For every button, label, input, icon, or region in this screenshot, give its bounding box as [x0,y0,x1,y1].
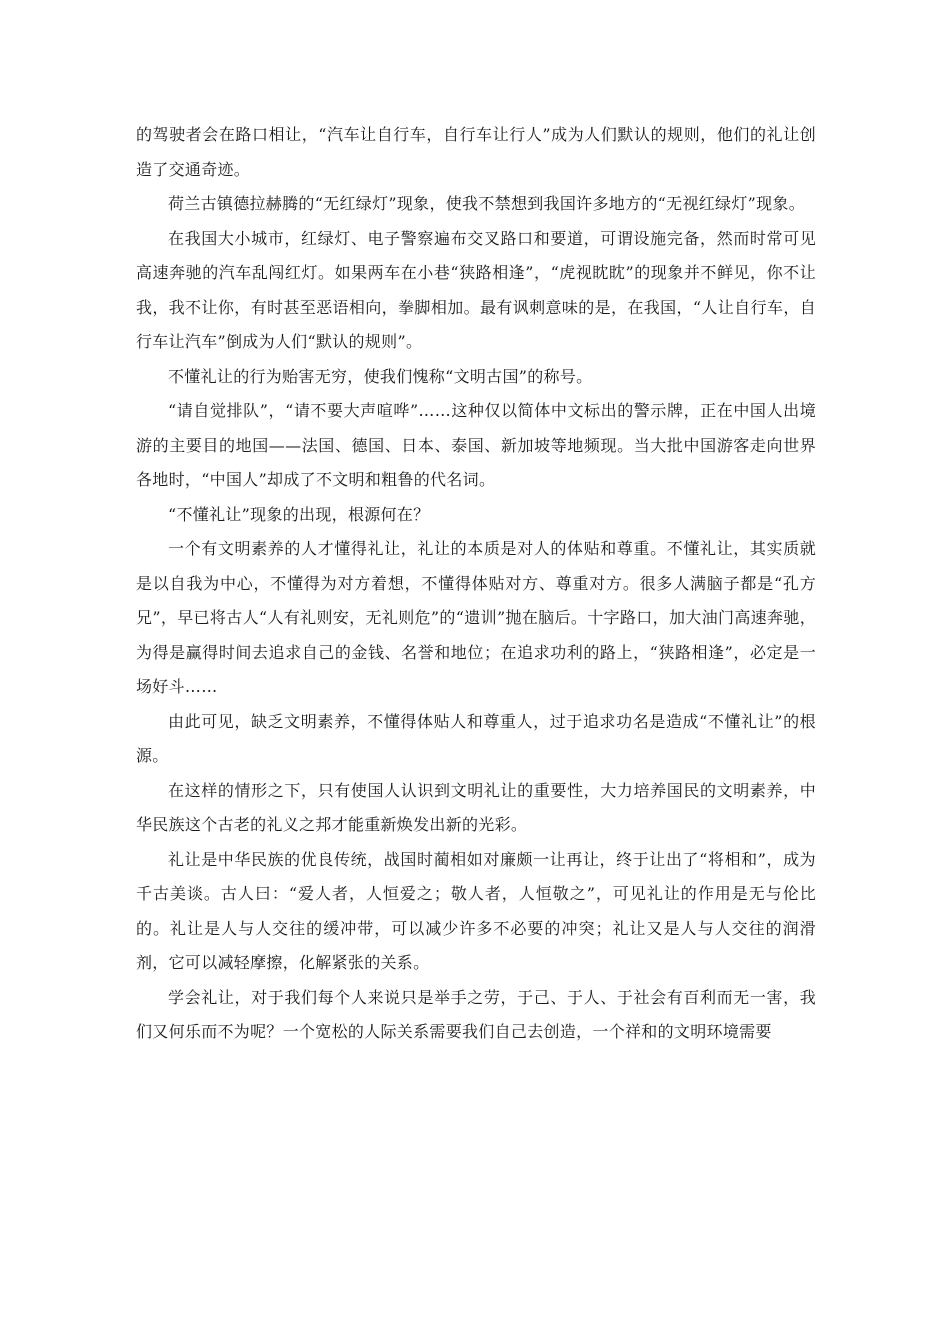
paragraph: 由此可见，缺乏文明素养，不懂得体贴人和尊重人，过于追求功名是造成“不懂礼让”的根源。 [136,711,816,765]
paragraph: 礼让是中华民族的优良传统，战国时蔺相如对廉颇一让再让，终于让出了“将相和”，成为千古美谈。古人曰：“爱人者，人恒爱之；敬人者，人恒敬之”，可见礼让的作用是无与伦比的。礼让是人与人交往的缓冲带，可以减少许多不必要的冲突；礼让又是人与人交往的润滑剂，它可以减轻摩擦，化解紧张的关系。 [136,849,816,972]
paragraph: 荷兰古镇德拉赫腾的“无红绿灯”现象，使我不禁想到我国许多地方的“无视红绿灯”现象。 [168,194,806,213]
paragraph: 不懂礼让的行为贻害无穷，使我们愧称“文明古国”的称号。 [168,366,593,386]
paragraph: 在我国大小城市，红绿灯、电子警察遍布交叉路口和要道，可谓设施完备，然而时常可见高速奔驰的汽车乱闯红灯。如果两车在小巷“狭路相逢”，“虎视眈眈”的现象并不鲜见，你不让我，我不让你，有时甚至恶语相向，拳脚相加。最有讽刺意味的是，在我国，“人让自行车，自行车让汽车”倒成为人们“默认的规则”。 [136,228,816,351]
paragraph: 学会礼让，对于我们每个人来说只是举手之劳，于己、于人、于社会有百利而无一害，我们又何乐而不为呢？一个宽松的人际关系需要我们自己去创造，一个祥和的文明环境需要 [136,987,816,1041]
paragraph: “不懂礼让”现象的出现，根源何在？ [168,504,430,524]
paragraph: 在这样的情形之下，只有使国人认识到文明礼让的重要性，大力培养国民的文明素养，中华民族这个古老的礼义之邦才能重新焕发出新的光彩。 [136,780,816,834]
document-page [136,118,816,1050]
paragraph: 一个有文明素养的人才懂得礼让，礼让的本质是对人的体贴和尊重。不懂礼让，其实质就是以自我为中心，不懂得为对方着想，不懂得体贴对方、尊重对方。很多人满脑子都是“孔方兄”，早已将古人“人有礼则安，无礼则危”的“遗训”抛在脑后。十字路口，加大油门高速奔驰，为得是赢得时间去追求自己的金钱、名誉和地位；在追求功利的路上，“狭路相逢”，必定是一场好斗…… [136,539,816,696]
paragraph: “请自觉排队”，“请不要大声喧哗”……这种仅以简体中文标出的警示牌，正在中国人出境游的主要目的地国——法国、德国、日本、泰国、新加坡等地频现。当大批中国游客走向世界各地时，“中国人”却成了不文明和粗鲁的代名词。 [136,401,816,489]
paragraph: 的驾驶者会在路口相让，“汽车让自行车，自行车让行人”成为人们默认的规则，他们的礼让创造了交通奇迹。 [136,125,816,179]
